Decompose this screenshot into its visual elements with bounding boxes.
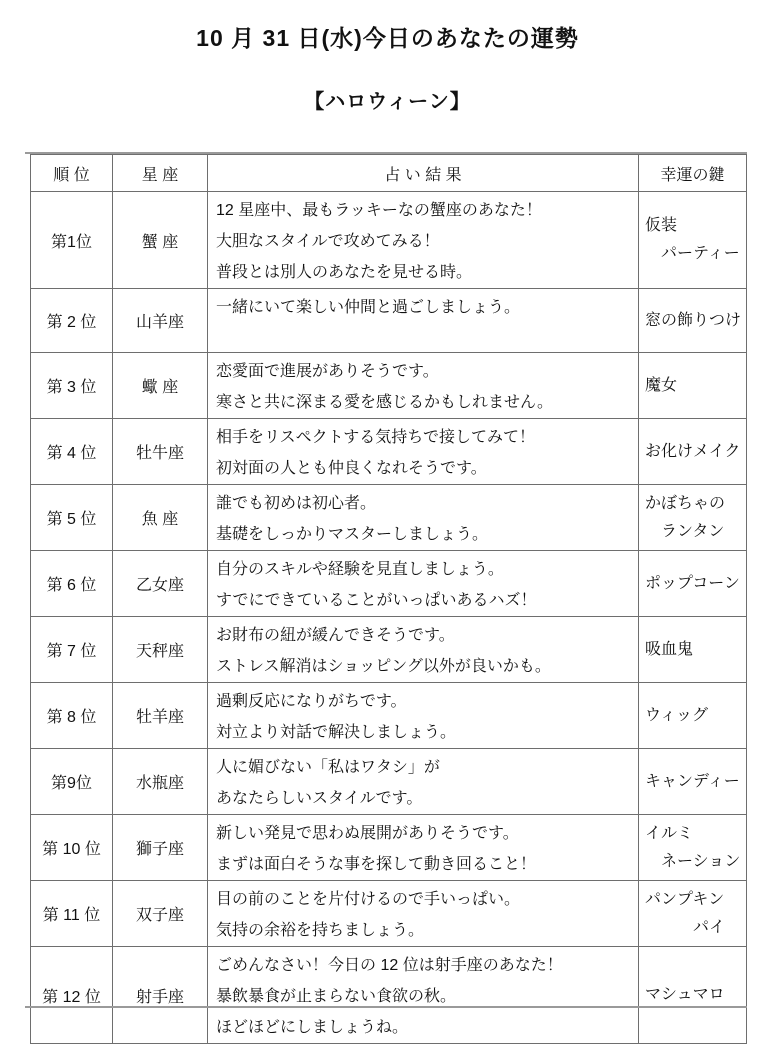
rank-cell [31,289,113,353]
lucky-key-cell [639,947,747,1044]
lucky-key-cell [639,881,747,947]
rank-cell [31,947,113,1044]
lucky-key-line: ネーション [645,852,741,870]
table-row [31,617,747,683]
fortune-line: お財布の紐が緩んできそうです。 [216,627,455,644]
fortune-line: 自分のスキルや経験を見直しましょう。 [216,561,504,578]
fortune-line: 12 星座中、最もラッキーなの蟹座のあなた！ [216,202,542,219]
page-subtitle: 【ハロウィーン】 [304,91,471,113]
lucky-key-cell [639,551,747,617]
lucky-key-cell [639,485,747,551]
zodiac-sign-label: 牡牛座 [135,445,184,462]
fortune-line: 寒さと共に深まる愛を感じるかもしれません。 [216,394,553,411]
table-row [31,815,747,881]
rank-cell [31,881,113,947]
fortune-line: 初対面の人とも仲良くなれそうです。 [216,460,487,477]
zodiac-sign-cell [113,192,208,289]
zodiac-sign-label: 水瓶座 [135,775,184,792]
fortune-result-cell [208,683,639,749]
zodiac-sign-cell [113,485,208,551]
zodiac-sign-label: 蠍 座 [141,379,179,396]
rank-label: 第 2 位 [46,314,97,331]
lucky-key-cell [639,749,747,815]
rank-cell [31,551,113,617]
rank-label: 第9位 [51,775,92,792]
fortune-line: まずは面白そうな事を探して動き回ること！ [216,856,537,873]
zodiac-sign-cell [113,947,208,1044]
fortune-line: 基礎をしっかりマスターしましょう。 [216,526,489,543]
table-row [31,881,747,947]
fortune-table [30,154,747,1044]
fortune-line: ごめんなさい！今日の 12 位は射手座のあなた！ [216,957,563,974]
table-row [31,683,747,749]
table-row [31,419,747,485]
lucky-key-line: パーティー [645,245,740,262]
header-result: 占 い 結 果 [208,155,639,192]
lucky-key-line: ポップコーン [645,574,740,592]
fortune-result-cell [208,617,639,683]
zodiac-sign-label: 牡羊座 [135,709,184,726]
fortune-line: ほどほどにしましょうね。 [216,1019,409,1036]
rank-cell [31,749,113,815]
lucky-key-cell [639,815,747,881]
fortune-line: 目の前のことを片付けるので手いっぱい。 [216,891,521,908]
fortune-result-cell [208,419,639,485]
zodiac-sign-label: 乙女座 [135,577,184,594]
fortune-result-cell [208,289,639,353]
rank-cell [31,485,113,551]
lucky-key-line: かぼちゃの [645,494,726,512]
rank-cell [31,419,113,485]
fortune-line: ストレス解消はショッピング以外が良いかも。 [216,658,551,675]
fortune-line: 相手をリスペクトする気持ちで接してみて！ [216,429,536,446]
zodiac-sign-label: 射手座 [135,988,184,1006]
zodiac-sign-cell [113,617,208,683]
table-row [31,947,747,1044]
zodiac-sign-cell [113,881,208,947]
lucky-key-line: パイ [645,918,726,936]
rank-cell [31,815,113,881]
lucky-key-line: 仮装 [645,217,678,234]
zodiac-sign-label: 山羊座 [135,314,184,331]
rank-label: 第 4 位 [46,445,97,462]
fortune-result-cell [208,881,639,947]
fortune-line: 対立より対話で解決しましょう。 [216,724,457,741]
table-row [31,749,747,815]
fortune-line: すでにできていることがいっぱいあるハズ！ [216,592,537,609]
zodiac-sign-label: 魚 座 [141,511,179,528]
fortune-line: あなたらしいスタイルです。 [216,790,423,807]
fortune-line: 恋愛面で進展がありそうです。 [216,363,439,380]
lucky-key-line: 魔女 [645,376,678,394]
page-title: 10 月 31 日(水)今日のあなたの運勢 [196,25,579,51]
rank-cell [31,192,113,289]
zodiac-sign-label: 天秤座 [135,643,184,660]
zodiac-sign-label: 獅子座 [135,841,184,858]
rank-label: 第1位 [51,233,92,251]
rank-label: 第 6 位 [46,577,97,594]
zodiac-sign-cell [113,749,208,815]
lucky-key-line: イルミ [645,824,694,842]
table-row [31,353,747,419]
lucky-key-line: ウィッグ [645,706,709,724]
fortune-result-cell [208,947,639,1044]
zodiac-sign-label: 蟹 座 [141,233,179,251]
header-row [31,155,747,192]
lucky-key-line: キャンディー [645,772,740,790]
zodiac-sign-cell [113,419,208,485]
fortune-line: 暴飲暴食が止まらない食欲の秋。 [216,988,457,1005]
lucky-key-cell [639,683,747,749]
zodiac-sign-cell [113,815,208,881]
lucky-key-cell [639,617,747,683]
fortune-line: 過剰反応になりがちです。 [216,693,407,710]
fortune-result-cell [208,353,639,419]
header-lucky-key: 幸運の鍵 [639,155,747,192]
lucky-key-line: パンプキン [645,890,725,908]
lucky-key-cell [639,419,747,485]
lucky-key-line: マシュマロ [645,986,725,1003]
lucky-key-line: 吸血鬼 [645,640,694,658]
fortune-line: 普段とは別人のあなたを見せる時。 [216,264,473,281]
rank-label: 第 11 位 [42,907,101,924]
fortune-table-body [31,192,747,1044]
lucky-key-cell [639,192,747,289]
fortune-table-header [31,155,747,192]
lucky-key-cell [639,289,747,353]
lucky-key-line: お化けメイク [645,442,741,460]
fortune-line: 誰でも初めは初心者。 [216,495,377,512]
fortune-result-cell [208,192,639,289]
header-rank: 順 位 [31,155,113,192]
table-row [31,551,747,617]
rank-label: 第 8 位 [46,709,97,726]
zodiac-sign-cell [113,353,208,419]
fortune-line: 人に媚びない「私はワタシ」が [216,759,440,776]
lucky-key-line: 窓の飾りつけ [645,311,742,329]
table-row [31,485,747,551]
lucky-key-cell [639,353,747,419]
lucky-key-line: ランタン [645,522,725,540]
rank-label: 第 7 位 [46,643,97,660]
bottom-horizontal-rule [25,1006,747,1008]
rank-cell [31,683,113,749]
header-sign: 星 座 [113,155,208,192]
fortune-result-cell [208,485,639,551]
table-row [31,192,747,289]
rank-cell [31,617,113,683]
fortune-line: 一緒にいて楽しい仲間と過ごしましょう。 [216,299,521,316]
zodiac-sign-label: 双子座 [135,907,184,924]
zodiac-sign-cell [113,551,208,617]
fortune-line: 新しい発見で思わぬ展開がありそうです。 [216,825,519,842]
fortune-result-cell [208,551,639,617]
rank-label: 第 10 位 [42,841,101,858]
fortune-result-cell [208,749,639,815]
fortune-line: 大胆なスタイルで攻めてみる！ [216,233,440,250]
zodiac-sign-cell [113,289,208,353]
rank-label: 第 5 位 [46,511,97,528]
zodiac-sign-cell [113,683,208,749]
fortune-line: 気持の余裕を持ちましょう。 [216,922,425,939]
fortune-result-cell [208,815,639,881]
rank-label: 第 3 位 [46,379,97,396]
rank-cell [31,353,113,419]
table-row [31,289,747,353]
rank-label: 第 12 位 [42,988,101,1006]
